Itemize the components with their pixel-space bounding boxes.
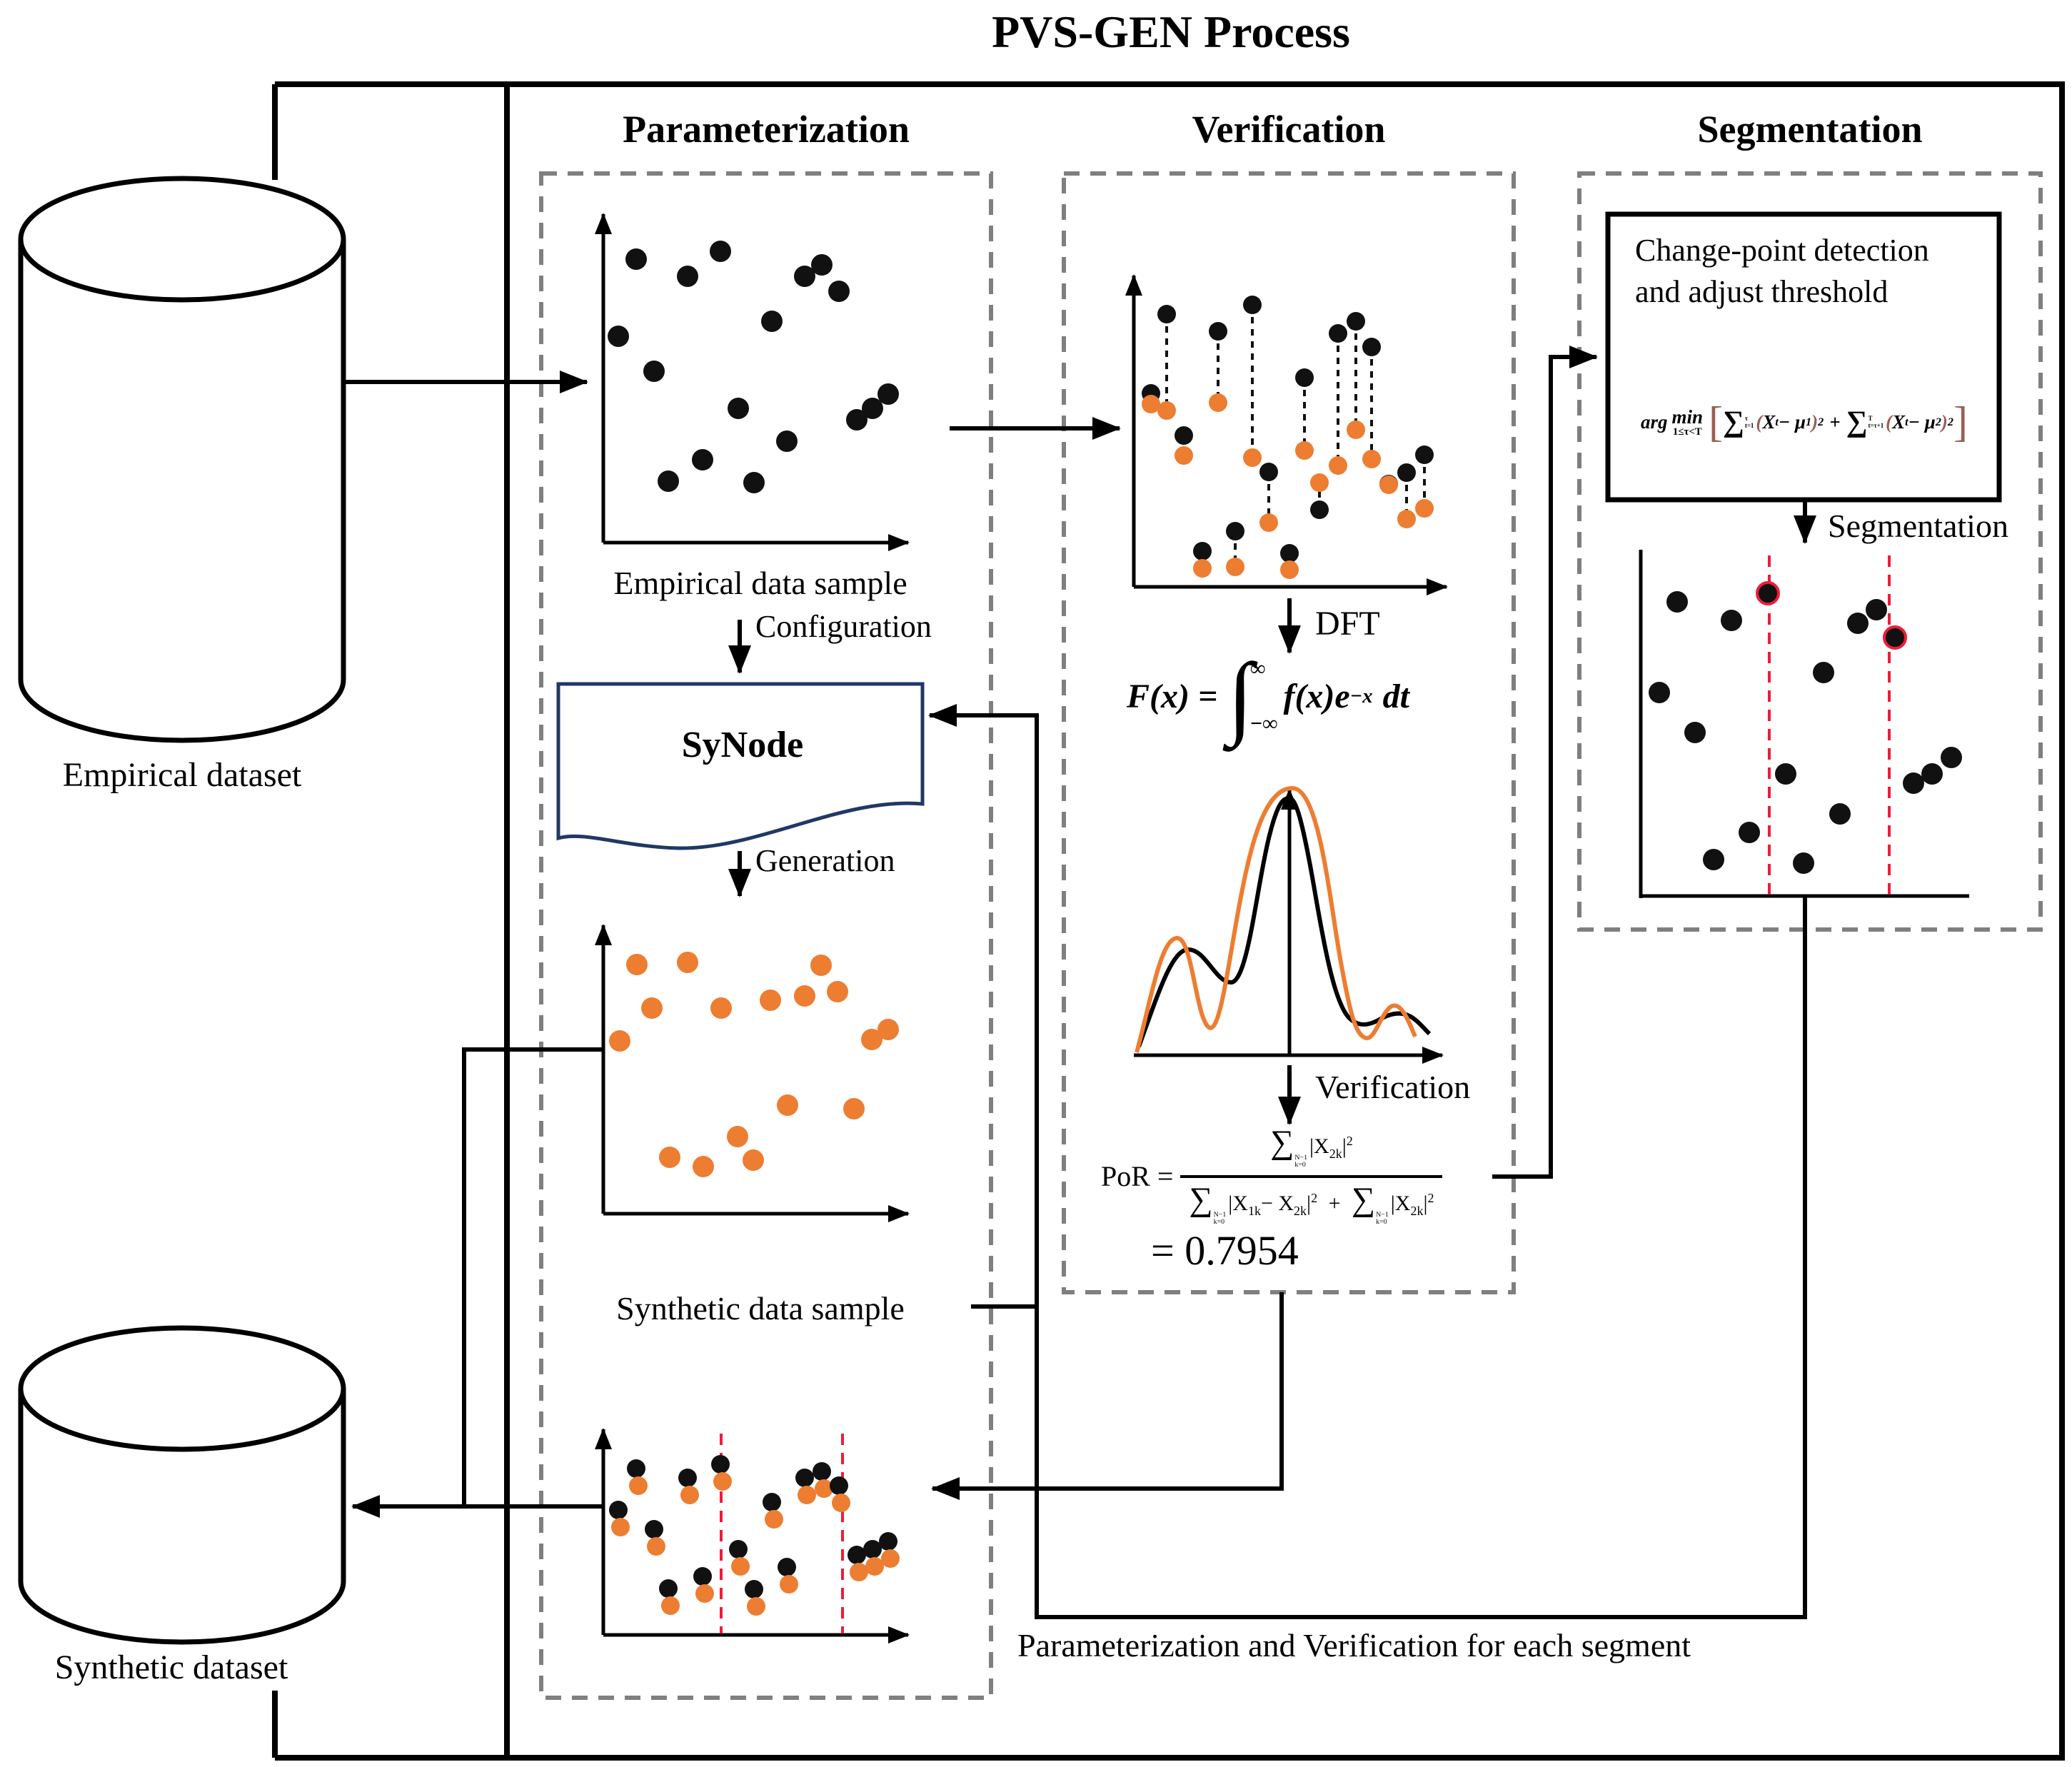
segmentation-plot [1639, 550, 1969, 898]
segmentation-step-label: Segmentation [1828, 508, 2008, 544]
connectors [344, 357, 1805, 1617]
empirical-dataset-label: Empirical dataset [62, 756, 302, 794]
generation-label: Generation [755, 843, 895, 878]
argmin-arg: arg [1641, 411, 1668, 433]
section-header-segmentation: Segmentation [1697, 108, 1923, 151]
configuration-label: Configuration [755, 609, 932, 644]
changepoint-text [1635, 230, 1929, 313]
por-lhs: PoR = [1101, 1160, 1174, 1193]
por-numerator: ∑ N−1 k=0 $|X_{2k}|^2$ [1270, 1124, 1353, 1169]
integral: ∫ ∞ −∞ [1227, 645, 1278, 747]
section-header-verification: Verification [1192, 108, 1386, 151]
empirical-sample-label: Empirical data sample [613, 565, 907, 601]
spectrum-plot [1134, 788, 1442, 1055]
argmin-formula: arg min 1≤τ<T [ ∑ τ t=1 ( X t − μ 1 ) 2 + ∑ T t=τ+1 ( X t − μ 2 ) 2 ] [1641, 398, 1968, 445]
por-denominator: ∑ N−1 k=0 $|X_{1k}- X_{2k}|^2$ + ∑ N−1 k=0 $|X_{2k}|^2$ [1180, 1175, 1442, 1227]
bottom-note: Parameterization and Verification for each segment [1017, 1627, 1691, 1663]
spectrum-orange-curve [1137, 788, 1415, 1052]
argmin-min: min 1≤τ<T [1671, 406, 1704, 438]
dft-label: DFT [1315, 605, 1380, 643]
changepoint-line2: and adjust threshold [1635, 274, 1889, 310]
parameterization-box [541, 173, 991, 1698]
fourier-formula: F(x) = ∫ ∞ −∞ f(x)e −x dt [1127, 645, 1409, 747]
segmented-plot [603, 1429, 908, 1635]
section-header-parameterization: Parameterization [623, 108, 910, 151]
por-result: = 0.7954 [1151, 1227, 1299, 1274]
changepoint-line1: Change-point detection [1635, 233, 1929, 268]
empirical-dataset-cylinder [21, 178, 343, 740]
por-fraction [1180, 1124, 1442, 1227]
empirical-plot [603, 214, 908, 543]
argmin-close-bracket: ] [1953, 398, 1968, 445]
synthetic-dataset-label: Synthetic dataset [54, 1648, 288, 1686]
line-synthetic-sample-to-dataset [464, 1049, 602, 1506]
dft-plot [1134, 276, 1447, 587]
synthetic-sample-label: Synthetic data sample [616, 1290, 905, 1326]
synthetic-plot [603, 925, 908, 1214]
verification-step-label: Verification [1315, 1069, 1471, 1105]
diagram-title: PVS-GEN Process [992, 6, 1350, 57]
arrow-verification-to-segmented-plot [932, 1292, 1282, 1489]
synode-shape [558, 684, 922, 848]
por-formula [1101, 1124, 1442, 1227]
argmin-open-bracket: [ [1709, 398, 1724, 445]
synode-label: SyNode [681, 725, 804, 765]
synthetic-dataset-cylinder [21, 1328, 343, 1642]
